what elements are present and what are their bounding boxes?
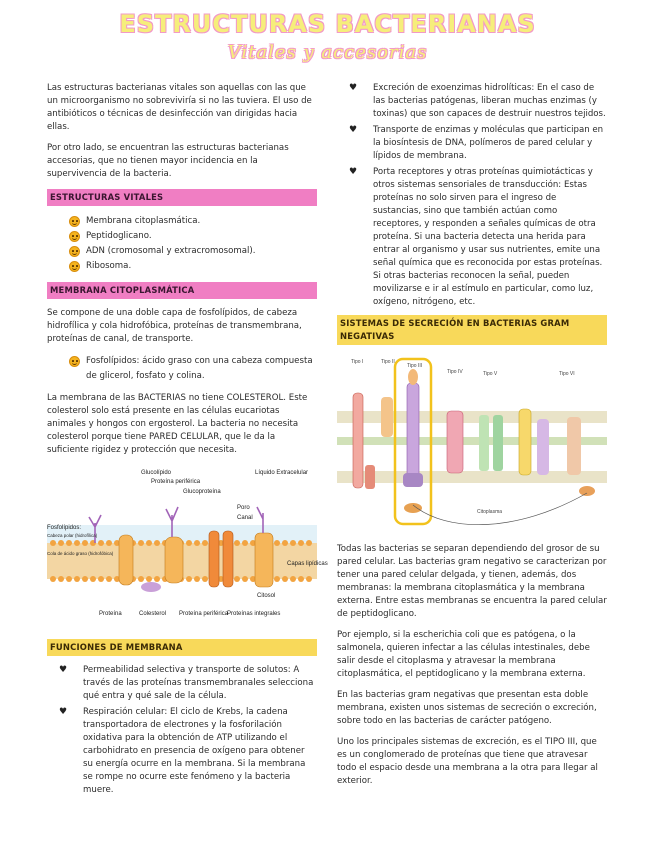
- intro-paragraph-1: Las estructuras bacterianas vitales son aquellas con las que un microorganismo no sobreviviría si no las tuviera. El uso de antibióticos o técnicas de desinfección van dirigidas hacia ellas.: [47, 83, 312, 132]
- list-item: ♥ Permeabilidad selectiva y transporte de solutos: A través de las proteínas transmembranales selecciona qué entra y qué sale de la célula.: [59, 665, 314, 701]
- secrecion-paragraph-3: En las bacterias gram negativas que presentan esta doble membrana, existen unos sistemas de secreción o excreción, sobre todo en las bacterias de carácter patógeno.: [337, 690, 597, 726]
- intro-paragraph-2: Por otro lado, se encuentran las estructuras bacterianas accesorias, que no tienen mayor incidencia en la supervivencia de la bacteria.: [47, 143, 289, 179]
- label-citosol: Citosol: [257, 593, 276, 599]
- label-tipo-4: Tipo IV: [447, 369, 463, 375]
- membrana-paragraph-2: La membrana de las BACTERIAS no tiene COLESTEROL. Este colesterol solo está presente en las células eucariotas animales y hongos con ergosterol. La bacteria no necesita colesterol porque tiene PARED CELULAR, que le da la suficiente rigidez y protección que necesita.: [47, 393, 308, 455]
- secretion-systems-illustration: [337, 353, 607, 538]
- label-tipo-3: Tipo III: [407, 363, 423, 369]
- smiley-icon: [69, 231, 80, 242]
- section-header-funciones: FUNCIONES DE MEMBRANA: [47, 639, 317, 656]
- list-item: ADN (cromosomal y extracromosomal).: [69, 244, 317, 259]
- label-proteina-periferica-top: Proteína periférica: [151, 479, 201, 485]
- list-item: Fosfolípidos: ácido graso con una cabeza compuesta de glicerol, fosfato y colina.: [69, 354, 317, 384]
- heart-icon: ♥: [349, 167, 358, 177]
- heart-icon: ♥: [349, 125, 358, 135]
- section-header-membrana: MEMBRANA CITOPLASMÁTICA: [47, 282, 317, 299]
- label-colesterol: Colesterol: [139, 611, 167, 617]
- functions-continued-list: [337, 82, 607, 309]
- secrecion-paragraph-2: Por ejemplo, si la escherichia coli que es patógena, o la salmonela, quieren infectar a las células intestinales, debe salir desde el citoplasma y atravesar la membrana citoplasmática, el peptidoglicano y la membrana externa.: [337, 630, 590, 679]
- left-column: [47, 82, 328, 803]
- secrecion-paragraph-4: Uno los principales sistemas de excreción, es el TIPO III, que es un conglomerado de proteínas que tiene que atravesar todo el espacio desde una membrana a la otra para llegar al exterior.: [337, 737, 598, 786]
- heart-icon: ♥: [349, 83, 358, 93]
- list-item: ♥ Transporte de enzimas y moléculas que participan en la biosíntesis de DNA, polímeros de pared celular y lípidos de membrana.: [349, 125, 604, 161]
- fosfolipidos-list: [47, 354, 317, 384]
- heart-icon: ♥: [59, 707, 68, 717]
- label-proteina-periferica: Proteína periférica: [179, 611, 229, 617]
- label-glucoproteina: Glucoproteína: [183, 489, 221, 495]
- label-tipo-6: Tipo VI: [559, 371, 575, 377]
- label-proteinas-integrales: Proteínas integrales: [227, 611, 281, 617]
- label-proteina: Proteína: [99, 611, 122, 617]
- vitales-list: [47, 214, 317, 274]
- label-glucolipido: Glucolípido: [141, 470, 172, 476]
- smiley-icon: [69, 356, 80, 367]
- label-capas: Capas lipídicas: [287, 561, 328, 567]
- right-column: [337, 82, 607, 796]
- section-header-vitales: ESTRUCTURAS VITALES: [47, 189, 317, 206]
- label-poro: Poro: [237, 505, 250, 511]
- list-item: ♥ Respiración celular: El ciclo de Krebs, la cadena transportadora de electrones y la fosforilación oxidativa para la obtención de ATP utilizando el carbohidrato en presencia de oxígeno para obtener su energía ocurre en la membrana. Si la membrana se rompe no ocurre este fenómeno y la bacteria muere.: [59, 707, 306, 795]
- membrane-illustration: [47, 465, 328, 630]
- label-fosfolipidos: Fosfolípidos:: [47, 525, 82, 531]
- heart-icon: ♥: [59, 665, 68, 675]
- label-canal: Canal: [237, 515, 253, 521]
- smiley-icon: [69, 261, 80, 272]
- secretion-diagram: [337, 353, 607, 543]
- funciones-list: [47, 664, 317, 797]
- label-liquido: Líquido Extracelular: [255, 470, 309, 476]
- secrecion-paragraph-1: Todas las bacterias se separan dependiendo del grosor de su pared celular. Las bacterias gram negativo se caracterizan por tener una pared celular delgada, y tienen, además, dos membranas: la membrana citoplasmática y la membrana externa. Entre estas membranas se encuentra la pared celular de peptidoglicano.: [337, 544, 607, 619]
- label-cola: Cola de ácido graso (hidrofóbica): [47, 551, 114, 556]
- list-item: ♥ Excreción de exoenzimas hidrolíticas: En el caso de las bacterias patógenas, liberan muchas enzimas (y toxinas) que son capaces de destruir nuestros tejidos.: [349, 83, 606, 119]
- label-tipo-5: Tipo V: [483, 371, 498, 377]
- label-tipo-2: Tipo II: [381, 359, 395, 365]
- section-header-secrecion: SISTEMAS DE SECRECIÓN EN BACTERIAS GRAM NEGATIVAS: [337, 315, 607, 345]
- label-cabeza: Cabeza polar (hidrofílica): [47, 533, 98, 538]
- page-title: ESTRUCTURAS BACTERIANAS: [119, 10, 536, 38]
- label-tipo-1: Tipo I: [351, 359, 364, 365]
- membrane-diagram: [47, 465, 328, 635]
- membrana-paragraph-1: Se compone de una doble capa de fosfolípidos, de cabeza hidrofílica y cola hidrofóbica, proteínas de transmembrana, proteínas de canal, de transporte.: [47, 308, 302, 344]
- smiley-icon: [69, 216, 80, 227]
- list-item: Peptidoglicano.: [69, 229, 317, 244]
- list-item: ♥ Porta receptores y otras proteínas quimiotácticas y otros sistemas sensoriales de transducción: Estas proteínas no solo sirven para el ingreso de sustancias, sino que también actúan como receptores, y responden a señales químicas de otra proteína. Si una bacteria detecta una herida para entrar al organismo y usar sus nutrientes, emite una señal química que es reconocida por estas proteínas. Si otras bacterias reconocen la señal, pueden movilizarse e ir al estímulo en particular, como luz, oxígeno, nitrógeno, etc.: [349, 167, 603, 307]
- smiley-icon: [69, 246, 80, 257]
- list-item: Ribosoma.: [69, 259, 317, 274]
- list-item: Membrana citoplasmática.: [69, 214, 317, 229]
- page-subtitle: Vitales y accesorias: [227, 42, 428, 63]
- label-citoplasma: Citoplasma: [477, 509, 503, 515]
